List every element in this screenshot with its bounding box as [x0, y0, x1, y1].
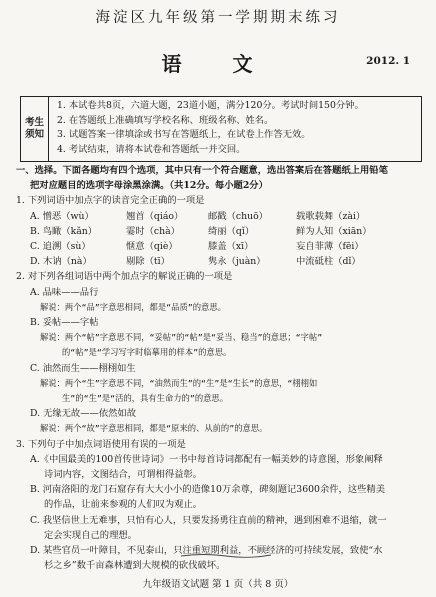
q2-a-explanation: 解说：两个“品”字意思相同，都是“品质”的意思。	[40, 301, 226, 312]
q3-option-d-cont: 杉之乡”数千亩森林遭到大规模的砍伐破坏。	[44, 560, 226, 572]
notice-item: 3. 试题答案一律填涂或书写在答题纸上，在试卷上作答无效。	[57, 129, 311, 141]
notice-label: 考生须知	[21, 97, 49, 161]
q3-option-b: B. 河南洛阳的龙门石窟存有大大小小的造像10万余尊，碑刻题记3600余件，这些精美	[30, 484, 386, 496]
q1-c-1: C. 追溯（sù）	[30, 241, 91, 253]
q2-option-d: D. 无缘无故——依然如故	[30, 408, 137, 420]
q1-b-3: 绮丽（qǐ）	[208, 225, 255, 237]
q2-option-a: A. 品味——品行	[30, 286, 99, 298]
q3-option-c: C. 我坚信世上无难事，只怕有心人，只要发扬勇往直前的精神，遇到困难不退缩，就一	[30, 514, 387, 526]
q1-a-1: A. 憎恶（wù）	[30, 210, 94, 222]
notice-item: 4. 考试结束，请将本试卷和答题纸一并交回。	[57, 143, 246, 155]
notice-item: 2. 在答题纸上准确填写学校名称、班级名称、姓名。	[57, 114, 274, 126]
q1-c-2: 惬意（qiè）	[126, 241, 178, 253]
section-title: 一、选择。下面各题均有四个选项，其中只有一个符合题意，选出答案后在答题纸上用铅笔	[16, 165, 388, 176]
q1-option-row	[16, 209, 424, 224]
q1-c-3: 膝盖（xī）	[208, 241, 254, 253]
q1-b-1: B. 鸟瞰（kǎn）	[30, 225, 98, 237]
exam-date: 2012. 1	[366, 55, 410, 67]
q2-b-explanation: 解说：两个“帖”字意思不同，“妥帖”的“帖”是“妥当、稳当”的意思；“字帖”	[40, 332, 323, 343]
q1-c-4: 妄自菲薄（fēi）	[296, 241, 364, 253]
section-title-cont: 把对应题目的选项字母涂黑涂满。（共12分。每小题2分）	[30, 180, 268, 192]
notice-items	[49, 97, 364, 161]
q1-d-4: 中流砥柱（dǐ）	[296, 256, 361, 268]
q3-option-c-cont: 定会实现自己的理想。	[44, 529, 137, 541]
q1-option-row	[16, 254, 424, 269]
q2-d-explanation: 解说：两个“故”字意思相同，都是“原来的、从前的”的意思。	[40, 423, 268, 434]
question-2-stem: 2. 对下列各组词语中两个加点字的解说正确的一项是	[16, 271, 233, 283]
exam-content	[16, 163, 424, 573]
q1-b-4: 鲜为人知（xiān）	[296, 225, 372, 237]
q1-d-3: 隽永（juàn）	[208, 256, 266, 268]
subject-title: 语 文	[161, 52, 275, 76]
q1-option-row	[16, 224, 424, 239]
notice-item: 1. 本试卷共8页，六道大题，23道小题，满分120分。考试时间150分钟。	[57, 100, 364, 111]
candidate-notice-box	[20, 96, 422, 162]
q1-a-4: 载歌载舞（zài）	[296, 210, 366, 222]
q1-d-1: D. 木讷（nà）	[30, 256, 92, 268]
question-1-stem: 1. 下列词语中加点字的读音完全正确的一项是	[16, 195, 205, 207]
q1-a-3: 邮戳（chuō）	[208, 210, 268, 222]
q3-option-a-cont: 诗词内容，文图结合，可谓相得益彰。	[44, 469, 203, 481]
q1-b-2: 霎时（chà）	[126, 225, 180, 237]
q2-c-explanation: 解说：两个“生”字意思不同，“油然而生”的“生”是“生长”的意思，“栩栩如	[40, 377, 318, 388]
q2-b-explanation-cont: 的“帖”是“学习写字时临摹用的样本”的意思。	[62, 347, 232, 358]
q3-option-d: D. 某些官员一叶障目，不见泰山，只注重短期利益，不顾经济的可持续发展，致使“水	[30, 545, 383, 557]
question-3-stem: 3. 下列句子中加点词语使用有误的一项是	[16, 438, 186, 450]
q2-option-b: B. 妥帖——字帖	[30, 317, 99, 329]
q2-c-explanation-cont: 生”的“生”是“活的，具有生命力的”的意思。	[62, 393, 229, 404]
q3-option-b-cont: 的作品，让前来参观的人们叹为观止。	[44, 499, 203, 511]
q1-a-2: 翘首（qiáo）	[126, 210, 184, 222]
exam-title: 海淀区九年级第一学期期末练习	[95, 10, 341, 26]
q2-option-c: C. 油然而生——栩栩如生	[30, 362, 136, 374]
q3-option-a: A.《中国最美的100首传世诗词》一书中每首诗词都配有一幅美妙的诗意图，形象阐释	[30, 453, 383, 465]
page-footer: 九年级语文试题 第 1 页（共 8 页）	[142, 579, 294, 590]
q1-d-2: 剔除（tī）	[126, 256, 170, 268]
q1-option-row	[16, 239, 424, 254]
